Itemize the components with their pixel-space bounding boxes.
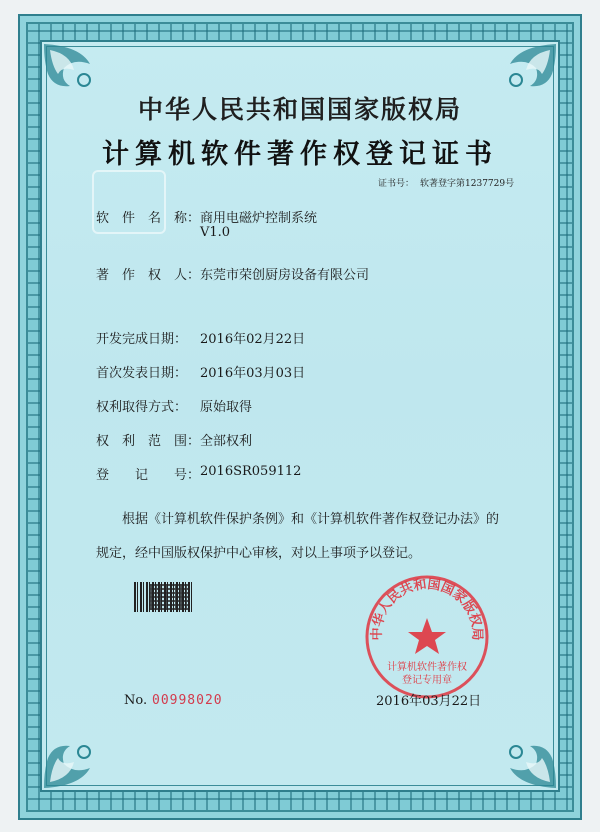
field-value: 2016SR059112 [200, 464, 302, 479]
field-value: 2016年03月03日 [200, 366, 306, 381]
certificate-number [378, 176, 514, 189]
issuer-title: 中华人民共和国国家版权局 [137, 95, 462, 124]
serial-number-label: No. [124, 693, 148, 708]
qr-code [150, 584, 190, 610]
field-value: 全部权利 [200, 434, 253, 449]
field-rights-scope [96, 430, 252, 449]
statement-line-2: 规定，经中国版权保护中心审核，对以上事项予以登记。 [96, 546, 422, 561]
certificate-title: 计算机软件著作权登记证书 [102, 139, 498, 170]
field-label: 著 作 权 人： [96, 268, 201, 283]
field-label: 首次发表日期： [96, 366, 188, 381]
field-value: 商用电磁炉控制系统 [200, 211, 318, 226]
issue-date: 2016年03月22日 [376, 694, 482, 709]
field-label: 登 记 号： [96, 468, 201, 483]
field-label: 开发完成日期： [96, 332, 188, 347]
seal-inner-line-2: 登记专用章 [402, 675, 452, 686]
field-label: 权 利 范 围： [96, 434, 201, 449]
field-value: 原始取得 [200, 400, 253, 415]
seal-star-icon [408, 618, 446, 654]
corner-ornament-bottom-left [40, 718, 114, 792]
official-seal [362, 572, 492, 702]
field-label: 权利取得方式： [96, 400, 188, 415]
seal-inner-line-1: 计算机软件著作权 [387, 662, 467, 673]
serial-number-value: 00998020 [152, 693, 223, 708]
field-label: 软 件 名 称： [96, 211, 201, 226]
seal-outer-text: 中华人民共和国国家版权局 [369, 577, 485, 641]
field-acquisition-method [96, 396, 252, 415]
field-software-name [96, 207, 318, 240]
corner-ornament-bottom-right [486, 718, 560, 792]
statement-line-1: 根据《计算机软件保护条例》和《计算机软件著作权登记办法》的 [122, 512, 500, 527]
field-registration-number [96, 464, 301, 483]
field-value: 东莞市荣创厨房设备有限公司 [200, 268, 370, 283]
field-version: V1.0 [200, 225, 231, 240]
field-value: 2016年02月22日 [200, 332, 306, 347]
registration-statement [96, 503, 556, 571]
field-copyright-owner [96, 264, 369, 283]
field-completion-date [96, 328, 305, 347]
certificate-number-value: 软著登字第1237729号 [420, 179, 515, 189]
certificate-number-label: 证书号： [378, 179, 415, 189]
field-first-publish-date [96, 362, 305, 381]
